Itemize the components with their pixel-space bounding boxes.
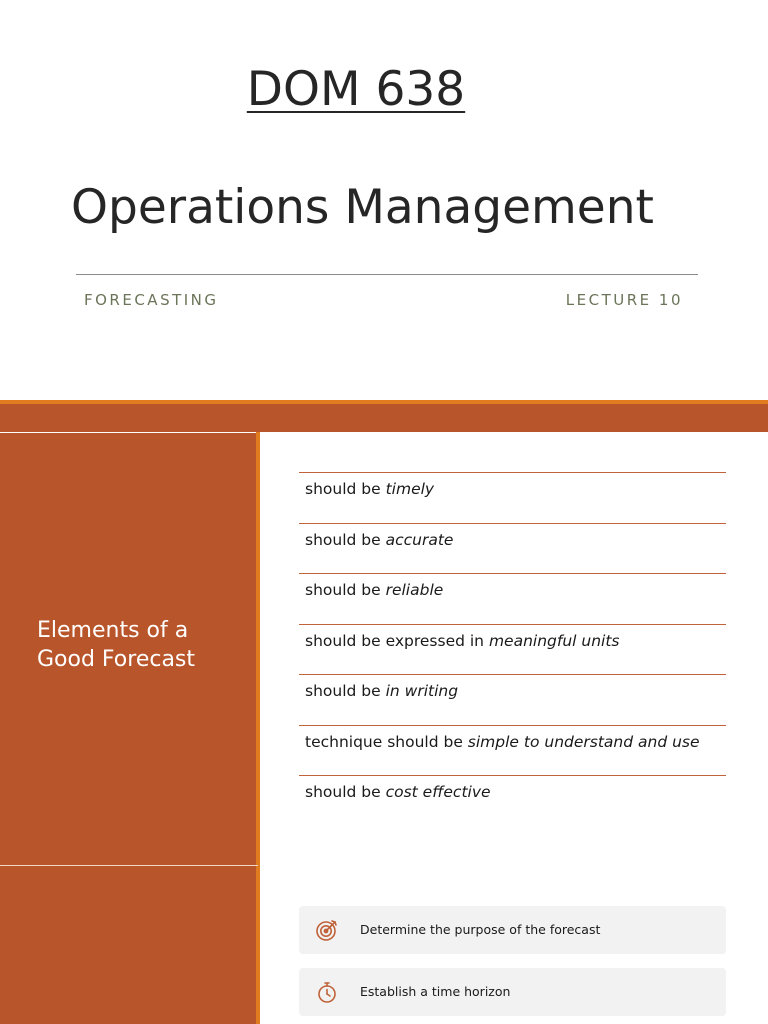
course-title: Operations Management [71, 180, 654, 235]
item-emphasis: cost effective [385, 783, 491, 801]
item-text: should be [305, 783, 386, 801]
item-text: should be [305, 480, 386, 498]
title-slide [0, 0, 768, 400]
item-text: technique should be [305, 732, 468, 751]
item-text: should be expressed in [305, 631, 489, 650]
list-item [299, 624, 726, 675]
stopwatch-icon [315, 980, 339, 1004]
list-item [299, 674, 726, 725]
step-card-purpose [299, 906, 726, 954]
list-item [299, 523, 726, 574]
list-item [299, 725, 726, 776]
item-emphasis: meaningful units [488, 631, 620, 650]
top-band [0, 404, 768, 432]
item-emphasis: in writing [385, 682, 459, 700]
subtitle-lecture: LECTURE 10 [565, 291, 683, 309]
item-text: should be [305, 530, 386, 549]
panel-divider [0, 865, 258, 866]
title-divider [76, 274, 698, 275]
item-emphasis: accurate [385, 530, 454, 549]
list-item [299, 573, 726, 624]
panel-title: Elements of a Good Forecast [37, 618, 196, 672]
item-text: should be [305, 581, 386, 599]
list-item [299, 472, 726, 523]
forecast-elements-list [299, 472, 726, 826]
step-label: Determine the purpose of the forecast [360, 922, 601, 937]
step-card-time-horizon [299, 968, 726, 1016]
list-item [299, 775, 726, 826]
item-emphasis: reliable [385, 581, 444, 599]
left-panel-stripe [256, 432, 260, 1024]
target-icon [315, 918, 339, 942]
elements-slide [0, 400, 768, 1024]
course-code: DOM 638 [246, 62, 466, 117]
item-text: should be [305, 682, 386, 700]
item-emphasis: timely [385, 480, 435, 498]
step-label: Establish a time horizon [360, 984, 511, 999]
left-panel [0, 433, 256, 1024]
item-emphasis: simple to understand and use [467, 732, 700, 751]
subtitle-topic: FORECASTING [84, 291, 219, 309]
